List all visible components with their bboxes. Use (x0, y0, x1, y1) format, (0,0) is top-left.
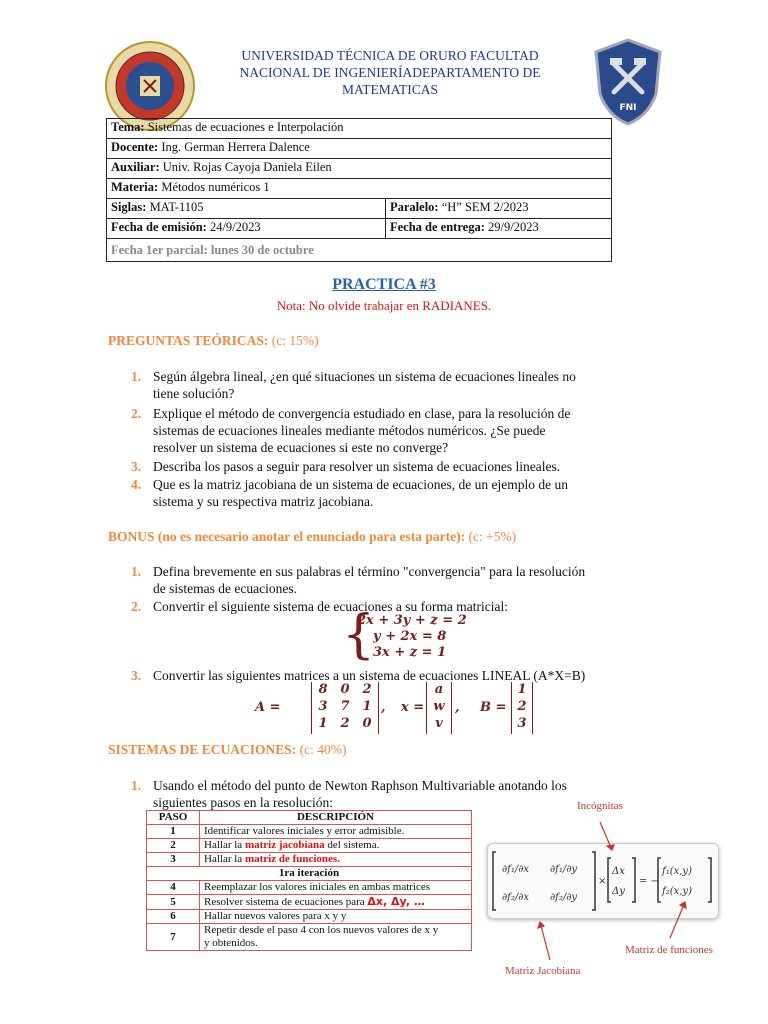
course-info-table (106, 118, 612, 262)
system-brace: { (342, 605, 376, 665)
table-row (147, 924, 472, 951)
svg-text:×: × (598, 876, 607, 887)
step-description: Reemplazar los valores iniciales en ambas matrices (200, 881, 472, 895)
item-text: siguientes pasos en la resolución: (153, 795, 333, 810)
matrix-cell: 3 (517, 716, 527, 731)
item-text: Usando el método del punto de Newton Raphson Multivariable anotando los (153, 778, 567, 793)
matrix-cell: 0 (362, 716, 372, 731)
item-number: 1. (131, 369, 142, 384)
jacobian-cell: ∂f₂/∂x (502, 892, 530, 903)
matrix-x (426, 682, 452, 734)
step-description (200, 895, 472, 910)
matrix-cell: a (434, 682, 444, 697)
practica-title: PRACTICA #3 (332, 276, 436, 293)
arrowhead (538, 922, 544, 928)
item-number: 4. (131, 477, 142, 492)
materia-label: Materia: (111, 180, 159, 194)
item-text: de sistemas de ecuaciones. (153, 581, 297, 596)
arrowhead (607, 845, 614, 850)
matrix-a-row (312, 682, 378, 699)
step-number: 7 (147, 924, 200, 951)
table-row (147, 853, 472, 867)
jacobian-cell: ∂f₁/∂x (502, 864, 530, 875)
parcial-date: Fecha 1er parcial: lunes 30 de octubre (111, 242, 314, 257)
paralelo-value: “H” SEM 2/2023 (441, 200, 529, 214)
sistemas-heading-text: SISTEMAS DE ECUACIONES: (108, 742, 297, 757)
paralelo-label: Paralelo: (390, 200, 439, 214)
matrix-cell: 2 (340, 716, 350, 731)
item-text: Describa los pasos a seguir para resolver un sistema de ecuaciones lineales. (153, 459, 561, 474)
step-text: Hallar la (204, 853, 245, 865)
auxiliar-label: Auxiliar: (111, 160, 160, 174)
arrowhead (680, 902, 686, 908)
auxiliar-value: Univ. Rojas Cayoja Daniela Eilen (162, 160, 332, 174)
emision-label: Fecha de emisión: (111, 220, 207, 234)
matrix-a (311, 682, 379, 734)
item-text: sistema y su respectiva matriz jacobiana. (153, 494, 374, 509)
fni-shield-logo (594, 38, 662, 126)
title-line-1: UNIVERSIDAD TÉCNICA DE ORURO FACULTAD (241, 48, 539, 63)
matrix-cell: 3 (318, 699, 328, 714)
arrow-jacobiana (540, 922, 550, 960)
step-description (200, 924, 472, 951)
jacobian-cell: ∂f₁/∂y (550, 864, 578, 875)
equation-2: y + 2x = 8 (373, 629, 447, 644)
table-row (147, 825, 472, 839)
step-number: 3 (147, 853, 200, 867)
step-text: del sistema. (324, 839, 380, 851)
matrix-x-label: x = (401, 700, 425, 715)
title-line-3: MATEMATICAS (341, 82, 438, 97)
matrix-cell: 0 (340, 682, 350, 697)
step-description: Hallar nuevos valores para x y y (200, 910, 472, 924)
col-header-descripcion: DESCRIPCIÓN (200, 811, 472, 825)
item-text: Explique el método de convergencia estudiado en clase, para la resolución de (153, 406, 571, 421)
item-number: 3. (131, 668, 142, 683)
equation-1: 2x + 3y + z = 2 (357, 613, 467, 628)
item-text: Convertir el siguiente sistema de ecuaciones a su forma matricial: (153, 599, 509, 614)
university-title (210, 47, 570, 98)
item-number: 2. (131, 406, 142, 421)
table-row (147, 881, 472, 895)
matrix-cell: 8 (318, 682, 328, 697)
matrix-a-row (312, 699, 378, 716)
item-text: sistemas de ecuaciones lineales mediante métodos numéricos. ¿Se puede (153, 423, 546, 438)
item-text: Según álgebra lineal, ¿en qué situaciones un sistema de ecuaciones lineales no (153, 369, 576, 384)
item-text: resolver un sistema de ecuaciones si este no converge? (153, 440, 449, 455)
item-number: 1. (131, 778, 142, 793)
matrix-cell: v (435, 716, 443, 731)
matrix-cell: 2 (517, 699, 527, 714)
emision-value: 24/9/2023 (209, 220, 261, 234)
step-text: Repetir desde el paso 4 con los nuevos valores de x y (204, 924, 439, 936)
siglas-label: Siglas: (111, 200, 147, 214)
docente-label: Docente: (111, 140, 159, 154)
delta-cell: Δx (612, 866, 625, 877)
step-description (200, 853, 472, 867)
sistemas-heading (108, 742, 347, 758)
teoricas-heading-text: PREGUNTAS TEÓRICAS: (108, 333, 269, 348)
label-matriz-funciones: Matriz de funciones (625, 944, 713, 956)
matrix-cell: 7 (340, 699, 350, 714)
item-text: Convertir las siguientes matrices a un sistema de ecuaciones LINEAL (A*X=B) (153, 668, 586, 683)
item-text: Defina brevemente en sus palabras el término "convergencia" para la resolución (153, 564, 586, 579)
step-highlight: matriz de funciones. (244, 853, 340, 865)
table-row (147, 867, 472, 881)
arrow-funciones (670, 902, 685, 938)
table-row (147, 910, 472, 924)
tema-value: Sistemas de ecuaciones e Interpolación (147, 120, 344, 134)
item-number: 2. (131, 599, 142, 614)
svg-text:= −: = − (639, 876, 659, 887)
svg-text:FNI: FNI (619, 103, 637, 113)
equation-3: 3x + z = 1 (373, 645, 447, 660)
step-text: y obtenidos. (204, 937, 258, 949)
step-number: 4 (147, 881, 200, 895)
table-row (147, 839, 472, 853)
delta-cell: Δy (612, 886, 625, 897)
matrix-b-label: B = (480, 700, 507, 715)
matrix-a-label: A = (255, 700, 281, 715)
step-number: 2 (147, 839, 200, 853)
matrix-cell: 1 (362, 699, 372, 714)
step-number: 1 (147, 825, 200, 839)
step-number: 6 (147, 910, 200, 924)
siglas-value: MAT-1105 (149, 200, 204, 214)
step-description (200, 839, 472, 853)
title-line-2: NACIONAL DE INGENIERÍADEPARTAMENTO DE (239, 65, 541, 80)
tema-label: Tema: (111, 120, 145, 134)
matrix-b (511, 682, 533, 734)
step-description: Identificar valores iniciales y error admisible. (200, 825, 472, 839)
label-matriz-jacobiana: Matriz Jacobiana (505, 965, 581, 977)
jacobian-cell: ∂f₂/∂y (550, 892, 578, 903)
teoricas-heading (108, 333, 319, 349)
item-number: 3. (131, 459, 142, 474)
step-highlight: matriz jacobiana (244, 839, 325, 851)
teoricas-percentage: (c: 15%) (271, 333, 319, 348)
step-text: Resolver sistema de ecuaciones para (204, 896, 368, 908)
step-highlight: Δx, Δy, … (367, 895, 425, 908)
entrega-label: Fecha de entrega: (390, 220, 485, 234)
matrix-cell: w (433, 699, 445, 714)
entrega-value: 29/9/2023 (488, 220, 539, 234)
equation-system (345, 613, 467, 661)
step-number: 5 (147, 895, 200, 910)
matrix-cell: 1 (517, 682, 527, 697)
item-text: Que es la matriz jacobiana de un sistema de ecuaciones, de un ejemplo de un (153, 477, 568, 492)
function-cell: f₂(x,y) (662, 886, 692, 897)
bonus-heading-text: BONUS (no es necesario anotar el enunciado para esta parte): (108, 529, 466, 544)
matrix-cell: 1 (318, 716, 328, 731)
iteration-header: 1ra iteración (147, 867, 472, 881)
newton-raphson-steps-table (146, 810, 472, 951)
step-text: Hallar la (204, 839, 245, 851)
col-header-paso: PASO (147, 811, 200, 825)
radianes-note: Nota: No olvide trabajar en RADIANES. (276, 298, 492, 313)
matrix-cell: 2 (362, 682, 372, 697)
bonus-percentage: (c: +5%) (468, 529, 517, 544)
materia-value: Métodos numéricos 1 (161, 180, 270, 194)
matrix-a-row (312, 716, 378, 733)
item-number: 1. (131, 564, 142, 579)
docente-value: Ing. German Herrera Dalence (161, 140, 310, 154)
bonus-heading (108, 529, 516, 545)
sistemas-percentage: (c: 40%) (299, 742, 347, 757)
item-text: tiene solución? (153, 386, 235, 401)
label-incognitas: Incógnitas (577, 800, 623, 812)
function-cell: f₁(x,y) (662, 866, 692, 877)
table-row (147, 895, 472, 910)
